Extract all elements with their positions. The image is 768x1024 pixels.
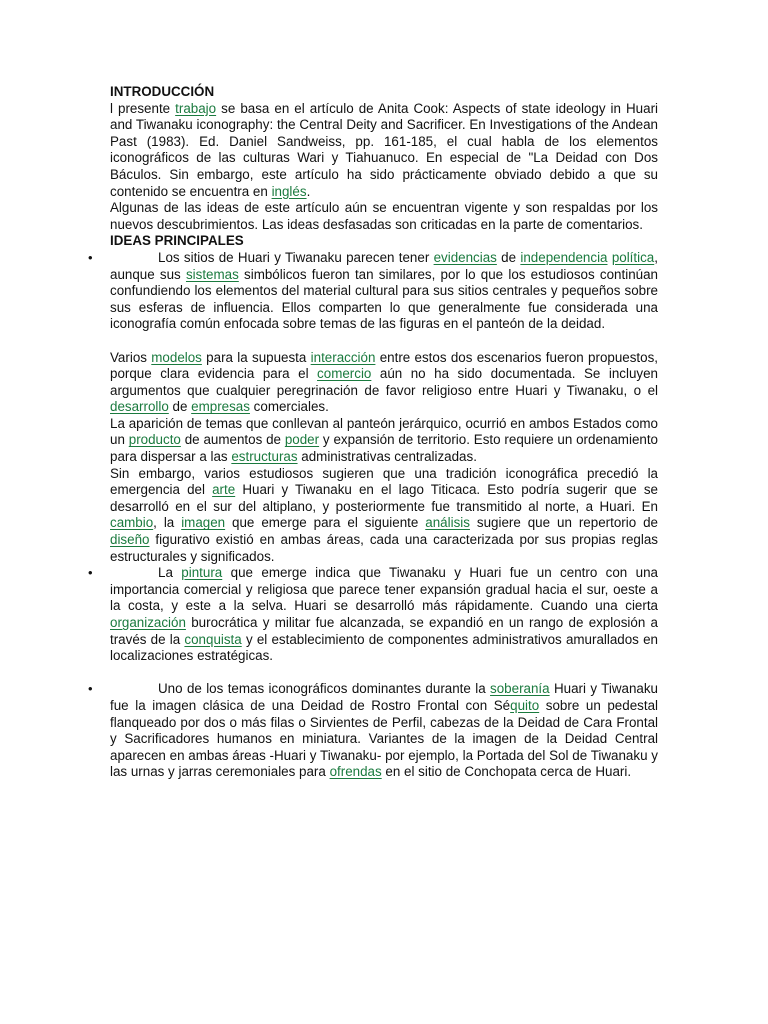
text-run: simbólicos fueron tan similares, por lo que los estudiosos continúan confundiendo los elementos del material cultural para sus sitios centrales y pequeños sobre sus esferas de influencia. Ellos comparten lo que generalmente fue considerada una iconografía común enfocada sobre temas de las figuras en el panteón de la deidad. [110, 266, 658, 332]
text-run: sugiere que un repertorio de [469, 515, 658, 531]
link-conquista[interactable]: conquista [184, 631, 242, 647]
link-soberanía[interactable]: soberanía [490, 681, 550, 697]
bullet-paragraph-1 [110, 250, 658, 333]
link-estructuras[interactable]: estructuras [231, 449, 298, 465]
heading-ideas-principales: IDEAS PRINCIPALES [110, 233, 244, 249]
text-run: administrativas centralizadas. [297, 449, 477, 465]
link-quito[interactable]: quito [510, 697, 540, 713]
text-run: para la supuesta [201, 349, 311, 365]
bullet-paragraph-3 [110, 681, 658, 781]
text-run: Varios [110, 349, 152, 365]
link-modelos[interactable]: modelos [151, 349, 202, 365]
text-run: Algunas de las ideas de este artículo aún se encuentran vigente y son respaldas por los nuevos descubrimientos. Las ideas desfasadas son criticadas en la parte de comentarios. [110, 200, 658, 232]
document-body [88, 84, 659, 781]
link-diseño[interactable]: diseño [110, 532, 150, 548]
heading-introduccion: INTRODUCCIÓN [110, 84, 215, 99]
text-run: que emerge indica que Tiwanaku y Huari fue un centro con una importancia comercial y religiosa que parece tener expansión gradual hacia el sur, oeste a la costa, y este a la selva. Huari se desarrolló más rápidamente. Cuando una cierta [110, 565, 658, 614]
text-run: sobre un pedestal flanqueado por dos o más filas o Sirvientes de Perfil, cabezas de la Deidad de Cara Frontal y Sacrificadores humanos en miniatura. Variantes de la imagen de la Deidad Central aparecen en ambas áreas -Huari y Tiwanaku- por ejemplo, la Portada del Sol de Tiwanaku y las urnas y jarras ceremoniales para [110, 697, 658, 780]
bullet-icon: • [88, 249, 93, 265]
text-run: l presente [110, 100, 176, 116]
text-run: de aumentos de [180, 432, 285, 448]
link-política[interactable]: política [611, 249, 655, 265]
bullet-icon: • [88, 681, 93, 697]
link-evidencias[interactable]: evidencias [433, 249, 497, 265]
link-independencia[interactable]: independencia [520, 249, 608, 265]
link-inglés[interactable]: inglés [271, 183, 307, 199]
bullet-icon: • [88, 565, 93, 581]
link-ofrendas[interactable]: ofrendas [329, 764, 382, 780]
intro-paragraph-1 [110, 101, 658, 201]
bullet-item-2 [88, 565, 658, 665]
text-run: La aparición de temas que conllevan al panteón jerárquico, ocurrió en ambos Estados como un [110, 415, 658, 448]
bullet-item-3 [88, 681, 658, 781]
link-desarrollo[interactable]: desarrollo [110, 399, 169, 415]
text-run: de [168, 399, 192, 415]
spacer [110, 333, 658, 350]
text-run: Huari y Tiwanaku fue la imagen clásica de una Deidad de Rostro Frontal con Sé [110, 681, 658, 713]
link-sistemas[interactable]: sistemas [185, 266, 239, 282]
paragraph-aparicion [110, 416, 658, 466]
link-organización[interactable]: organización [110, 615, 186, 630]
text-run: figurativo existió en ambas áreas, cada una caracterizada por sus propias reglas estructurales y significados. [110, 532, 658, 564]
link-empresas[interactable]: empresas [191, 399, 250, 415]
text-run: y el establecimiento de componentes administrativos amurallados en localizaciones estratégicas. [110, 631, 658, 664]
paragraph-sin-embargo [110, 466, 658, 566]
text-run: Los sitios de Huari y Tiwanaku parecen tener [158, 249, 434, 265]
text-run: , aunque sus [110, 249, 658, 282]
link-cambio[interactable]: cambio [110, 515, 154, 531]
link-trabajo[interactable]: trabajo [175, 100, 217, 116]
link-poder[interactable]: poder [284, 432, 320, 448]
text-run: Huari y Tiwanaku en el lago Titicaca. Esto podría sugerir que se desarrolló en el sur del altiplano, y posteriormente fue transmitido al norte, a Huari. En [110, 482, 658, 514]
text-run: , la [153, 515, 182, 531]
link-pintura[interactable]: pintura [181, 565, 223, 581]
paragraph-varios-modelos [110, 350, 658, 416]
text-run: . [306, 183, 311, 199]
text-run: entre estos dos escenarios fueron propuestos, porque clara evidencia para el [110, 349, 659, 382]
link-análisis[interactable]: análisis [425, 515, 470, 531]
text-run: se basa en el artículo de Anita Cook: Aspects of state ideology in Huari and Tiwanaku iconography: the Central Deity and Sacrificer. En Investigations of the Andean Past (1983). Ed. Daniel Sandweiss, pp. 161-185, el cual habla de los elementos iconográficos de las culturas Wari y Tiahuanuco. En especial de "La Deidad con Dos Báculos. Sin embargo, este artículo ha sido prácticamente obviado debido a que su contenido se encuentra en [110, 100, 659, 199]
text-run: aún no ha sido documentada. Se incluyen argumentos que cualquier peregrinación de favor religioso entre Huari y Tiwanaku, o el [110, 366, 658, 398]
bullet-item-1 [88, 249, 658, 333]
text-run: que emerge para el siguiente [225, 515, 426, 531]
link-imagen[interactable]: imagen [181, 515, 226, 531]
text-run: de [496, 249, 521, 265]
text-run: comerciales. [249, 399, 329, 415]
bullet-paragraph-2 [110, 565, 658, 665]
text-run: Uno de los temas iconográficos dominantes durante la [158, 681, 491, 697]
text-run: burocrática y militar fue alcanzada, se expandió en un rango de explosión a través de la [110, 615, 658, 647]
text-run: y expansión de territorio. Esto requiere un ordenamiento para dispersar a las [110, 432, 659, 465]
text-run: La [158, 565, 182, 581]
text-run: en el sitio de Conchopata cerca de Huari. [381, 764, 632, 780]
link-producto[interactable]: producto [128, 432, 181, 448]
spacer [110, 665, 658, 682]
link-comercio[interactable]: comercio [317, 366, 372, 382]
text-run: Sin embargo, varios estudiosos sugieren que una tradición iconográfica precedió la emergencia del [110, 465, 658, 498]
intro-paragraph-2 [110, 200, 658, 233]
link-arte[interactable]: arte [212, 482, 236, 498]
link-interacción[interactable]: interacción [310, 349, 376, 365]
